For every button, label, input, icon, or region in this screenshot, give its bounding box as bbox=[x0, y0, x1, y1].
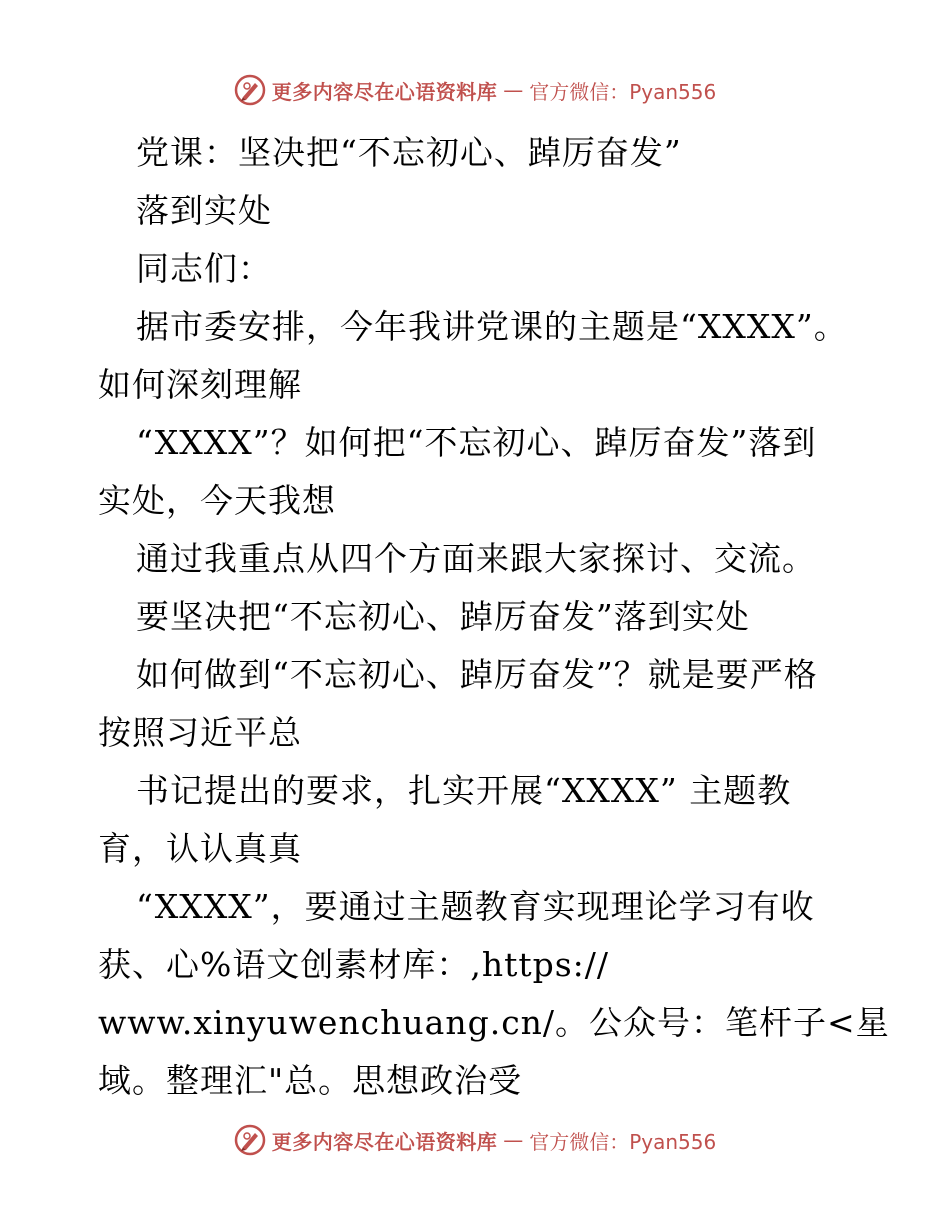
banner-wechat: 官方微信：Pyan556 bbox=[529, 1129, 717, 1154]
document-body bbox=[98, 124, 890, 1110]
text-line: 党课：坚决把“不忘初心、踔厉奋发” bbox=[136, 133, 682, 172]
text-line: 育，认认真真 bbox=[98, 829, 302, 868]
footer-watermark-banner bbox=[0, 1120, 950, 1160]
text-line: 要坚决把“不忘初心、踔厉奋发”落到实处 bbox=[136, 597, 750, 636]
text-line: 如何做到“不忘初心、踔厉奋发”？就是要严格 bbox=[136, 655, 818, 694]
text-line: “XXXX”？如何把“不忘初心、踔厉奋发”落到 bbox=[136, 423, 817, 462]
text-line: 实处，今天我想 bbox=[98, 481, 336, 520]
text-line: 如何深刻理解 bbox=[98, 365, 302, 404]
pen-logo-icon bbox=[234, 1124, 266, 1156]
pen-logo-icon bbox=[234, 74, 266, 106]
banner-dash: — bbox=[503, 78, 524, 102]
banner-inner bbox=[234, 74, 717, 106]
banner-wechat: 官方微信：Pyan556 bbox=[529, 79, 717, 104]
banner-title: 更多内容尽在心语资料库 bbox=[271, 1129, 498, 1154]
banner-dash: — bbox=[503, 1128, 524, 1152]
text-line: 域。整理汇"总。思想政治受 bbox=[98, 1061, 523, 1100]
text-line: 通过我重点从四个方面来跟大家探讨、交流。 bbox=[136, 539, 816, 578]
text-line: www.xinyuwenchuang.cn/。公众号：笔杆子<星 bbox=[98, 1003, 890, 1042]
text-line: 获、心%语文创素材库：,https:// bbox=[98, 945, 610, 984]
text-line: 落到实处 bbox=[136, 191, 272, 230]
banner-title: 更多内容尽在心语资料库 bbox=[271, 79, 498, 104]
banner-inner bbox=[234, 1124, 717, 1156]
text-line: 书记提出的要求，扎实开展“XXXX” 主题教 bbox=[136, 771, 792, 810]
text-line: 据市委安排，今年我讲党课的主题是“XXXX”。 bbox=[136, 307, 848, 346]
text-line: 按照习近平总 bbox=[98, 713, 302, 752]
header-watermark-banner bbox=[0, 70, 950, 110]
text-line: 同志们： bbox=[136, 249, 272, 288]
text-line: “XXXX”，要通过主题教育实现理论学习有收 bbox=[136, 887, 815, 926]
